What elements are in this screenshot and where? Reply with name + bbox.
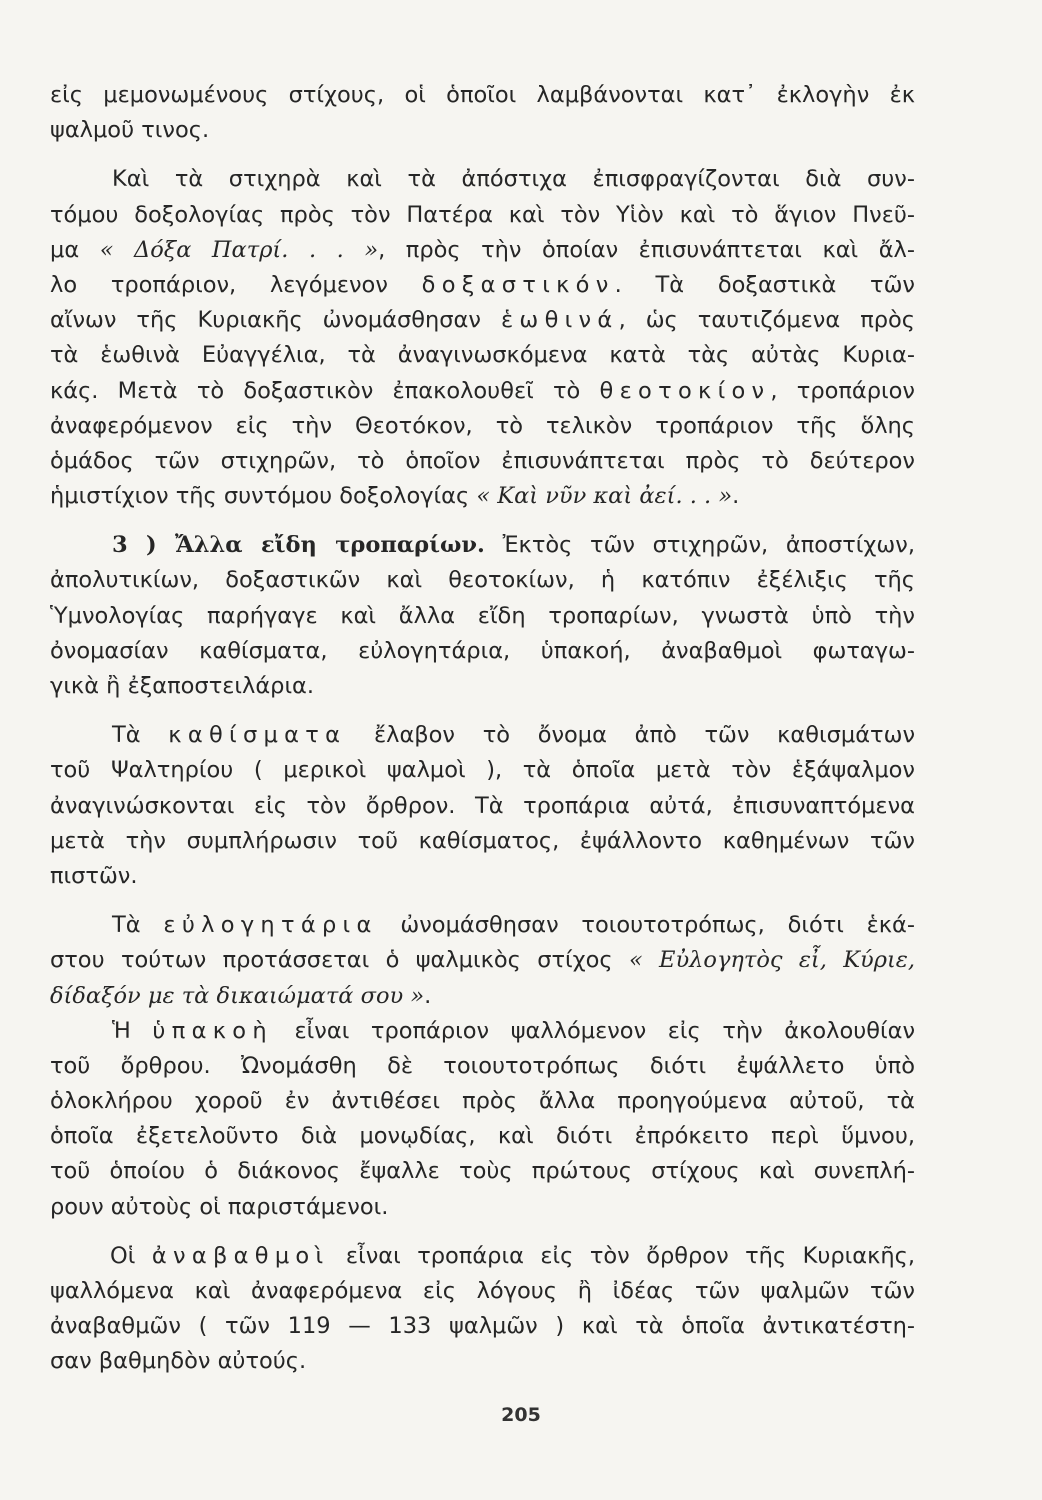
text-line: Οἱ ἀναβαθμοὶ εἶναι τροπάρια εἰς τὸν ὄρθρον τῆς Κυριακῆς, — [110, 1242, 916, 1269]
text-line: τοῦ ὄρθρου. Ὠνομάσθη δὲ τοιουτοτρόπως διότι ἐψάλλετο ὑπὸ — [50, 1052, 915, 1079]
quotation: « Εὐλογητὸς εἶ, Κύριε, — [628, 947, 915, 974]
text-line: Ἡ ὑπακοὴ εἶναι τροπάριον ψαλλόμενον εἰς τὴν ἀκολουθίαν — [112, 1017, 916, 1044]
text-line: κάς. Μετὰ τὸ δοξαστικὸν ἐπακολουθεῖ τὸ θεοτοκίον, τροπάριον — [50, 377, 915, 404]
text-line: αἴνων τῆς Κυριακῆς ὠνομάσθησαν ἑωθινά, ὡς ταυτιζόμενα πρὸς — [50, 307, 916, 334]
text-line: στου τούτων προτάσσεται ὁ ψαλμικὸς στίχος « Εὐλογητὸς εἶ, Κύριε, — [50, 947, 915, 974]
text-line: ὁλοκλήρου χοροῦ ἐν ἀντιθέσει πρὸς ἄλλα προηγούμενα αὐτοῦ, τὰ — [50, 1088, 915, 1115]
text-line: Ὑμνολογίας παρήγαγε καὶ ἄλλα εἴδη τροπαρίων, γνωστὰ ὑπὸ τὴν — [50, 602, 915, 629]
quotation: δίδαξόν με τὰ δικαιώματά σου » — [50, 982, 425, 1009]
text-line: εἰς μεμονωμένους στίχους, οἱ ὁποῖοι λαμβάνονται κατ᾿ ἐκλογὴν ἐκ — [50, 82, 915, 108]
text-line: λο τροπάριον, λεγόμενον δοξαστικόν. Τὰ δοξαστικὰ τῶν — [50, 271, 915, 298]
text-line: ὁμάδος τῶν στιχηρῶν, τὸ ὁποῖον ἐπισυνάπτεται πρὸς τὸ δεύτερον — [50, 447, 915, 474]
spaced-term: θεοτοκίον — [599, 377, 771, 404]
page-number: 205 — [501, 1404, 541, 1426]
text-line: ρουν αὐτοὺς οἱ παριστάμενοι. — [50, 1193, 389, 1220]
text-line: τὰ ἑωθινὰ Εὐαγγέλια, τὰ ἀναγινωσκόμενα κατὰ τὰς αὐτὰς Κυρια- — [50, 342, 915, 369]
text-line: τόμου δοξολογίας πρὸς τὸν Πατέρα καὶ τὸν Υἱὸν καὶ τὸ ἅγιον Πνεῦ- — [50, 201, 915, 228]
text-line: ὁποῖα ἐξετελοῦντο διὰ μονῳδίας, καὶ διότι ἐπρόκειτο περὶ ὕμνου, — [50, 1123, 915, 1150]
text-line: δίδαξόν με τὰ δικαιώματά σου ». — [50, 982, 432, 1009]
spaced-term: εὐλογητάρια — [163, 912, 378, 939]
text-line: ψαλλόμενα καὶ ἀναφερόμενα εἰς λόγους ἢ ἰδέας τῶν ψαλμῶν τῶν — [50, 1278, 915, 1304]
text-line: Τὰ καθίσματα ἔλαβον τὸ ὄνομα ἀπὸ τῶν καθισμάτων — [112, 722, 916, 749]
text-line: ἀναφερόμενον εἰς τὴν Θεοτόκον, τὸ τελικὸν τροπάριον τῆς ὅλης — [50, 412, 915, 439]
spaced-term: καθίσματα — [168, 722, 347, 749]
spaced-term: ὑπακοὴ — [152, 1017, 273, 1044]
text-line: ὀνομασίαν καθίσματα, εὐλογητάρια, ὑπακοή, ἀναβαθμοὶ φωταγω- — [50, 637, 915, 664]
text-line: μα « Δόξα Πατρί. . . », πρὸς τὴν ὁποίαν ἐπισυνάπτεται καὶ ἄλ- — [50, 236, 915, 263]
text-line: Καὶ τὰ στιχηρὰ καὶ τὰ ἀπόστιχα ἐπισφραγίζονται διὰ συν- — [112, 166, 915, 193]
text-line: Τὰ εὐλογητάρια ὠνομάσθησαν τοιουτοτρόπως, διότι ἑκά- — [112, 912, 916, 939]
spaced-term: δοξαστικόν — [421, 271, 615, 298]
text-line: 3 ) Ἄλλα εἴδη τροπαρίων. Ἐκτὸς τῶν στιχηρῶν, ἀποστίχων, — [112, 532, 915, 559]
spaced-term: ἀναβαθμοὶ — [151, 1242, 330, 1269]
quotation: « Δόξα Πατρί. . . » — [99, 236, 379, 263]
text-line: ἡμιστίχιον τῆς συντόμου δοξολογίας « Καὶ νῦν καὶ ἀεί. . . ». — [50, 483, 740, 510]
text-line: ψαλμοῦ τινος. — [50, 117, 210, 144]
text-line: τοῦ Ψαλτηρίου ( μερικοὶ ψαλμοὶ ), τὰ ὁποῖα μετὰ τὸν ἑξάψαλμον — [50, 757, 915, 784]
text-line: πιστῶν. — [50, 862, 138, 889]
section-heading: 3 ) Ἄλλα εἴδη τροπαρίων. — [112, 532, 485, 559]
page-body — [50, 78, 915, 1380]
text-line: γικὰ ἢ ἐξαποστειλάρια. — [50, 673, 315, 699]
text-line: μετὰ τὴν συμπλήρωσιν τοῦ καθίσματος, ἐψάλλοντο καθημένων τῶν — [50, 827, 915, 854]
text-line: τοῦ ὁποίου ὁ διάκονος ἔψαλλε τοὺς πρώτους στίχους καὶ συνεπλή- — [50, 1158, 915, 1185]
text-line: σαν βαθμηδὸν αὐτούς. — [50, 1348, 307, 1375]
spaced-term: ἑωθινά — [500, 307, 619, 334]
text-line: ἀναγινώσκονται εἰς τὸν ὄρθρον. Τὰ τροπάρια αὐτά, ἐπισυναπτόμενα — [50, 792, 915, 819]
text-line: ἀναβαθμῶν ( τῶν 119 — 133 ψαλμῶν ) καὶ τὰ ὁποῖα ἀντικατέστη- — [50, 1313, 915, 1340]
quotation: « Καὶ νῦν καὶ ἀεί. . . » — [476, 483, 733, 510]
text-line: ἀπολυτικίων, δοξαστικῶν καὶ θεοτοκίων, ἡ κατόπιν ἐξέλιξις τῆς — [50, 567, 915, 594]
